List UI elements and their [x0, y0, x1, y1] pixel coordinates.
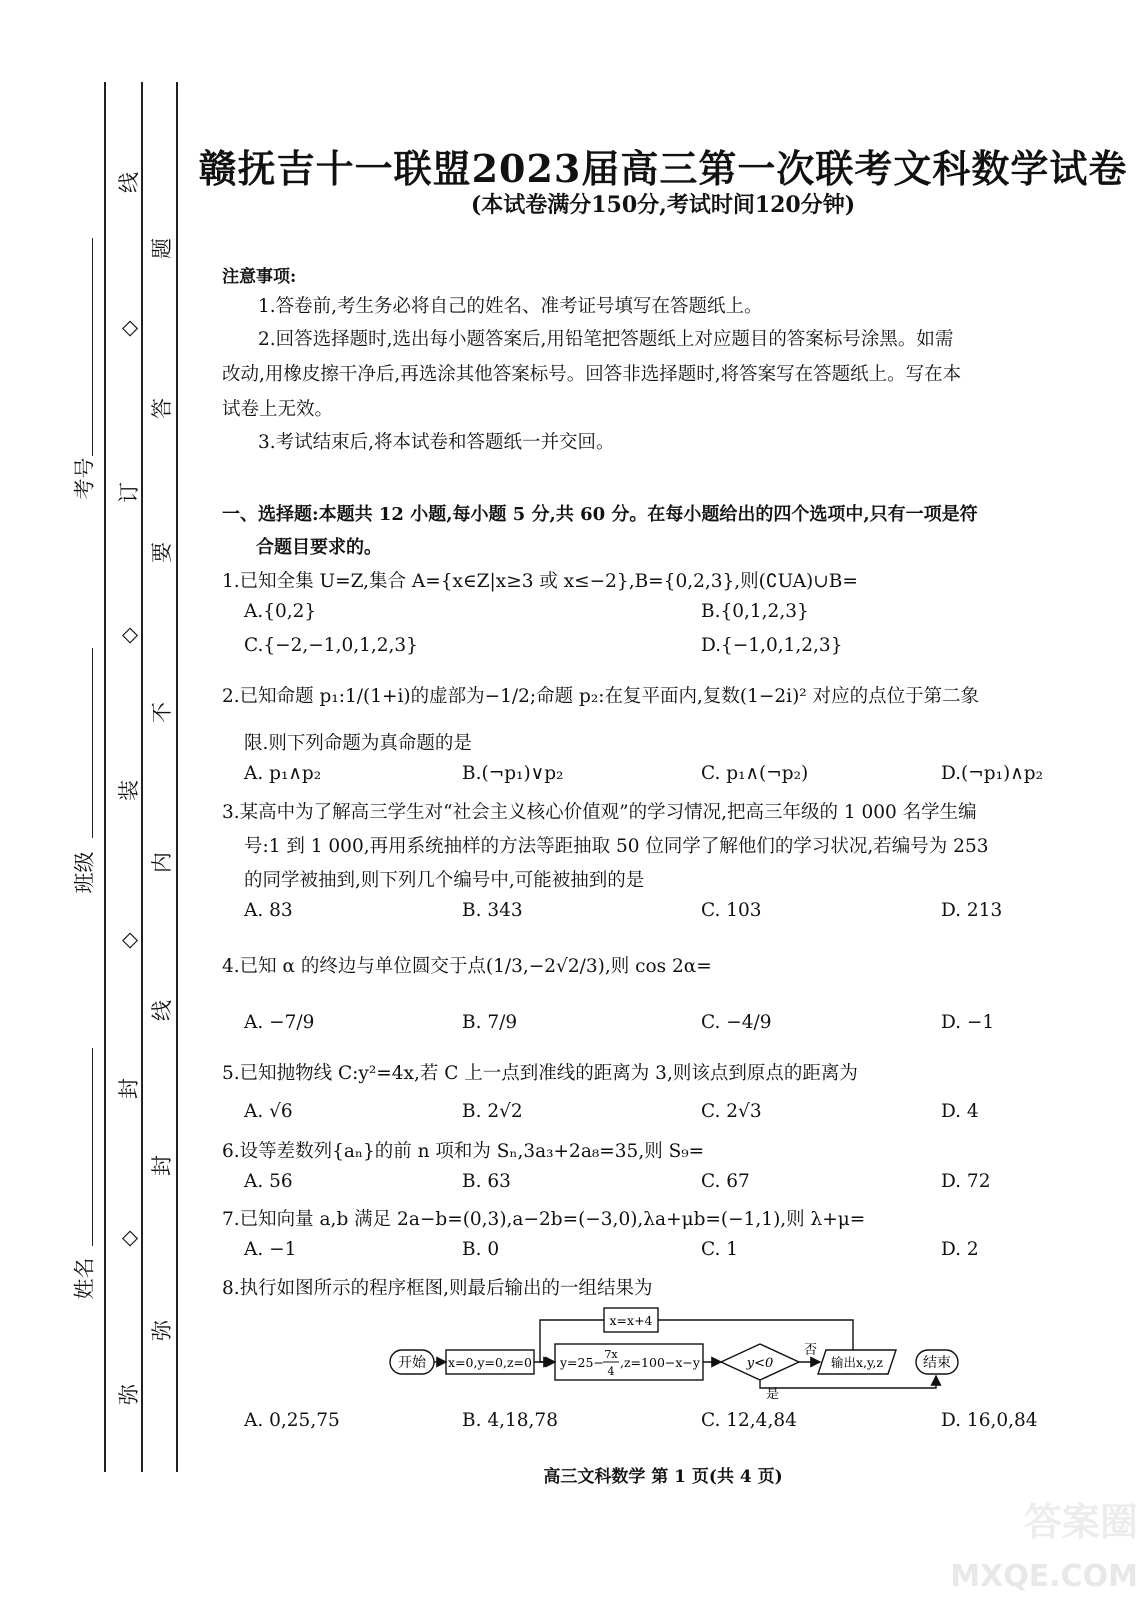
- option-a: A. 83: [244, 900, 293, 921]
- seal-diamond-icon: ◇: [116, 932, 141, 949]
- no-label: 否: [804, 1343, 818, 1358]
- exam-subtitle: (本试卷满分150分,考试时间120分钟): [470, 192, 856, 218]
- seal-diamond-icon: ◇: [116, 320, 141, 337]
- seal-char: 封: [149, 1155, 174, 1176]
- seal-char: 装: [116, 780, 141, 801]
- question-stem: 4.已知 α 的终边与单位圆交于点(1/3,−2√2/3),则 cos 2α=: [222, 956, 712, 977]
- option-c: C. 12,4,84: [701, 1410, 797, 1431]
- yes-label: 是: [766, 1387, 780, 1400]
- question-stem: 5.已知抛物线 C:y²=4x,若 C 上一点到准线的距离为 3,则该点到原点的距离为: [222, 1063, 858, 1084]
- condition-label: y<0: [746, 1356, 774, 1371]
- binding-line-inner: [176, 82, 178, 1472]
- option-b: B. 7/9: [462, 1012, 518, 1033]
- notice-item: 3.考试结束后,将本试卷和答题纸一并交回。: [258, 432, 615, 453]
- option-d: D. 213: [941, 900, 1003, 921]
- question-stem: 3.某高中为了解高三学生对“社会主义核心价值观”的学习情况,把高三年级的 1 000 名学生编: [222, 802, 977, 823]
- seal-diamond-icon: ◇: [116, 627, 141, 644]
- option-d: D. 2: [941, 1239, 979, 1260]
- class-blank: [92, 648, 93, 838]
- seal-char: 内: [149, 852, 174, 873]
- option-b: B. 2√2: [462, 1101, 523, 1122]
- exam-number-blank: [92, 238, 93, 456]
- section-heading-cont: 合题目要求的。: [256, 537, 382, 558]
- option-a: A.{0,2}: [244, 601, 317, 622]
- option-c: C. 103: [701, 900, 762, 921]
- option-d: D.(¬p₁)∧p₂: [941, 763, 1044, 784]
- option-a: A. p₁∧p₂: [244, 763, 322, 784]
- watermark-logo: 答案圈: [1023, 1500, 1138, 1544]
- seal-char: 题: [149, 238, 174, 259]
- option-d: D. 16,0,84: [941, 1410, 1038, 1431]
- seal-char: 要: [149, 542, 174, 563]
- seal-char: 答: [149, 398, 174, 419]
- notice-item: 1.答卷前,考生务必将自己的姓名、准考证号填写在答题纸上。: [258, 296, 763, 317]
- seal-char: 弥: [116, 1384, 141, 1405]
- question-stem-cont: 的同学被抽到,则下列几个编号中,可能被抽到的是: [244, 870, 645, 891]
- output-label: 输出x,y,z: [831, 1355, 883, 1370]
- option-b: B. 4,18,78: [462, 1410, 558, 1431]
- program-flowchart: [380, 1300, 970, 1400]
- seal-diamond-icon: ◇: [116, 1230, 141, 1247]
- question-stem-cont: 号:1 到 1 000,再用系统抽样的方法等距抽取 50 位同学了解他们的学习状况,若编号为 253: [244, 836, 989, 857]
- notice-item: 试卷上无效。: [222, 399, 334, 420]
- option-d: D. 72: [941, 1171, 991, 1192]
- update-label: x=x+4: [609, 1313, 653, 1328]
- start-label: 开始: [398, 1355, 426, 1371]
- page-footer: 高三文科数学 第 1 页(共 4 页): [543, 1467, 783, 1487]
- name-label: 姓名: [72, 1257, 97, 1300]
- seal-char: 封: [116, 1078, 141, 1099]
- question-stem: 6.设等差数列{aₙ}的前 n 项和为 Sₙ,3a₃+2a₈=35,则 S₉=: [222, 1141, 705, 1162]
- option-c: C. p₁∧(¬p₂): [701, 763, 809, 784]
- init-label: x=0,y=0,z=0: [448, 1355, 532, 1370]
- notice-item: 2.回答选择题时,选出每小题答案后,用铅笔把答题纸上对应题目的答案标号涂黑。如需: [258, 329, 954, 350]
- notice-item: 改动,用橡皮擦干净后,再选涂其他答案标号。回答非选择题时,将答案写在答题纸上。写在本: [222, 364, 962, 385]
- exam-title: 赣抚吉十一联盟2023届高三第一次联考文科数学试卷: [198, 146, 1128, 191]
- option-b: B. 0: [462, 1239, 500, 1260]
- question-stem: 1.已知全集 U=Z,集合 A={x∈Z|x≥3 或 x≤−2},B={0,2,3},则(∁UA)∪B=: [222, 571, 858, 592]
- option-c: C.{−2,−1,0,1,2,3}: [244, 635, 418, 656]
- option-d: D.{−1,0,1,2,3}: [701, 635, 843, 656]
- option-c: C. 67: [701, 1171, 750, 1192]
- option-a: A. 0,25,75: [244, 1410, 340, 1431]
- question-stem: 7.已知向量 a,b 满足 2a−b=(0,3),a−2b=(−3,0),λa+μb=(−1,1),则 λ+μ=: [222, 1209, 866, 1230]
- option-a: A. √6: [244, 1101, 293, 1122]
- option-d: D. −1: [941, 1012, 995, 1033]
- option-b: B.{0,1,2,3}: [701, 601, 809, 622]
- notice-heading: 注意事项:: [222, 267, 297, 287]
- seal-char: 订: [116, 482, 141, 503]
- fraction-denominator: 4: [607, 1365, 615, 1378]
- binding-line-outer: [104, 82, 106, 1472]
- binding-line-mid: [141, 82, 143, 1472]
- name-blank: [92, 1048, 93, 1246]
- option-c: C. 1: [701, 1239, 739, 1260]
- option-d: D. 4: [941, 1101, 979, 1122]
- option-b: B. 343: [462, 900, 523, 921]
- option-c: C. −4/9: [701, 1012, 772, 1033]
- option-a: A. −1: [244, 1239, 297, 1260]
- option-a: A. −7/9: [244, 1012, 315, 1033]
- option-b: B.(¬p₁)∨p₂: [462, 763, 564, 784]
- class-label: 班级: [72, 851, 97, 894]
- option-a: A. 56: [244, 1171, 293, 1192]
- seal-char: 线: [116, 172, 141, 193]
- watermark-url: MXQE.COM: [950, 1559, 1138, 1594]
- option-c: C. 2√3: [701, 1101, 762, 1122]
- seal-char: 线: [149, 1000, 174, 1021]
- section-heading: 一、选择题:本题共 12 小题,每小题 5 分,共 60 分。在每小题给出的四个选项中,只有一项是符: [222, 504, 978, 525]
- fraction-numerator: 7x: [604, 1348, 618, 1361]
- seal-char: 弥: [149, 1320, 174, 1341]
- calc-z-label: ,z=100−x−y: [620, 1355, 700, 1370]
- option-b: B. 63: [462, 1171, 511, 1192]
- seal-char: 不: [149, 702, 174, 723]
- calc-y-label: y=25−: [560, 1355, 604, 1370]
- exam-number-label: 考号: [72, 457, 97, 500]
- question-stem-cont: 限.则下列命题为真命题的是: [244, 733, 472, 754]
- question-stem: 8.执行如图所示的程序框图,则最后输出的一组结果为: [222, 1278, 653, 1299]
- end-label: 结束: [923, 1355, 951, 1371]
- question-stem: 2.已知命题 p₁:1/(1+i)的虚部为−1/2;命题 p₂:在复平面内,复数(1−2i)² 对应的点位于第二象: [222, 686, 980, 707]
